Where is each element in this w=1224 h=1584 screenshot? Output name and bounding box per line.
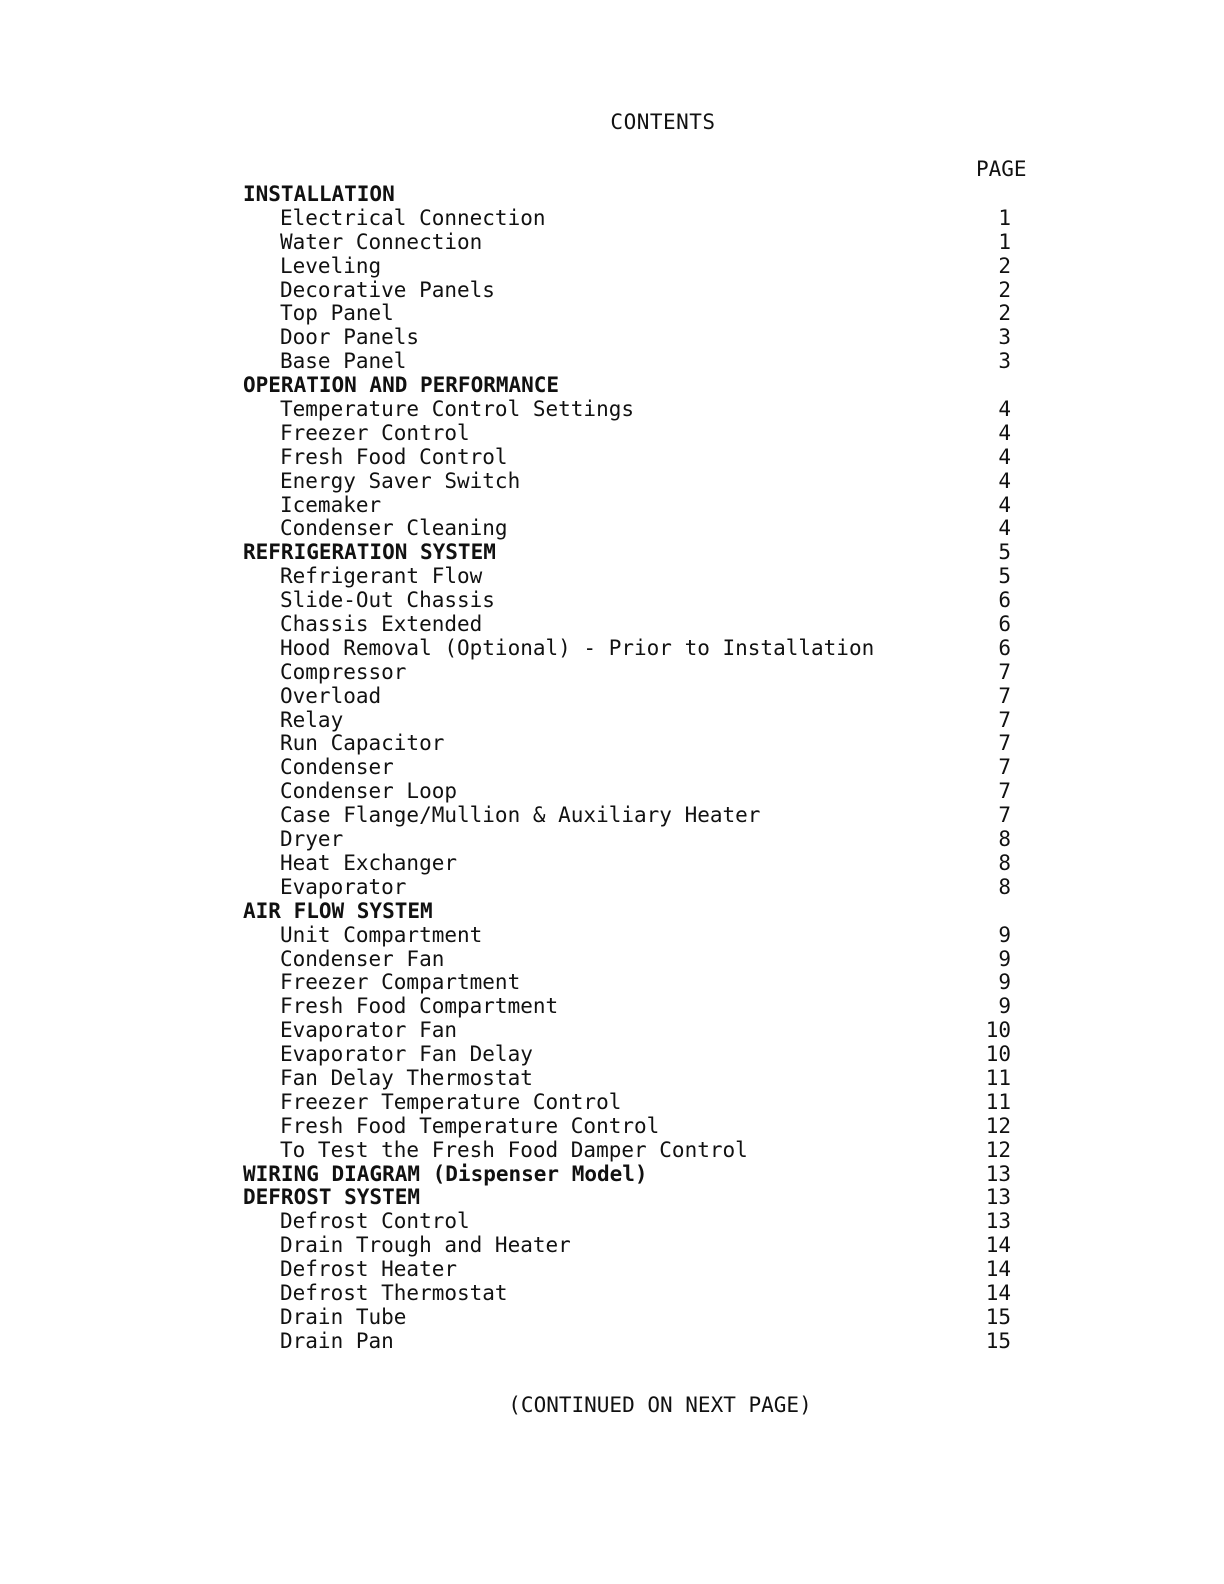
toc-entry-title: Drain Pan [280,1328,394,1353]
toc-entry-title: Condenser Cleaning [280,516,508,541]
toc-entry-row [243,756,1023,780]
toc-entry-title: Fresh Food Control [280,444,508,469]
toc-page-number: 2 [998,277,1011,302]
toc-page-number: 7 [998,683,1011,708]
toc-entry-row [243,279,1023,303]
toc-page-number: 6 [998,612,1011,637]
toc-entry-row [243,709,1023,733]
toc-entry-row [243,1067,1023,1091]
toc-entry-title: Condenser [280,755,394,780]
toc-entry-title: Temperature Control Settings [280,397,635,422]
toc-entry-title: Defrost Thermostat [280,1280,508,1305]
toc-entry-row [243,780,1023,804]
toc-entry-row [243,1115,1023,1139]
toc-entry-row [243,446,1023,470]
toc-page-number: 15 [985,1328,1011,1353]
toc-entry-row [243,637,1023,661]
toc-page-number: 8 [998,827,1011,852]
toc-page-number: 13 [985,1185,1011,1210]
toc-page-number: 8 [998,850,1011,875]
toc-page-number: 7 [998,755,1011,780]
toc-page-number: 4 [998,444,1011,469]
toc-page-number: 4 [998,516,1011,541]
toc-entry-row [243,1234,1023,1258]
toc-section-row [243,541,1023,565]
toc-page-number: 14 [985,1257,1011,1282]
toc-page-number: 7 [998,779,1011,804]
toc-entry-title: Base Panel [280,349,407,374]
toc-entry-title: Condenser Loop [280,779,458,804]
toc-entry-title: Energy Saver Switch [280,468,521,493]
toc-page-number: 9 [998,922,1011,947]
toc-page-number: 7 [998,803,1011,828]
toc-entry-title: Relay [280,707,344,732]
toc-entry-row [243,302,1023,326]
toc-entry-title: Dryer [280,827,344,852]
toc-section-title: REFRIGERATION SYSTEM [243,540,496,565]
page-title: CONTENTS [610,110,716,134]
toc-entry-row [243,995,1023,1019]
toc-page-number: 14 [985,1233,1011,1258]
toc-page-number: 4 [998,420,1011,445]
toc-entry-title: Overload [280,683,382,708]
toc-page-number: 7 [998,659,1011,684]
toc-entry-title: Drain Trough and Heater [280,1233,571,1258]
toc-page-number: 5 [998,540,1011,565]
toc-section-row [243,1163,1023,1187]
toc-entry-title: To Test the Fresh Food Damper Control [280,1137,748,1162]
toc-page-number: 10 [985,1042,1011,1067]
toc-entry-title: Evaporator Fan [280,1018,458,1043]
toc-entry-row [243,255,1023,279]
toc-page-number: 2 [998,301,1011,326]
toc-page-number: 11 [985,1065,1011,1090]
toc-entry-row [243,1091,1023,1115]
toc-section-title: OPERATION AND PERFORMANCE [243,373,560,398]
toc-page-number: 15 [985,1304,1011,1329]
toc-entry-title: Leveling [280,253,382,278]
toc-entry-title: Electrical Connection [280,205,546,230]
toc-entry-row [243,971,1023,995]
toc-entry-row [243,1282,1023,1306]
page-column-header: PAGE [976,157,1027,181]
toc-entry-title: Condenser Fan [280,946,445,971]
toc-entry-title: Icemaker [280,492,382,517]
toc-page-number: 9 [998,946,1011,971]
toc-entry-title: Defrost Heater [280,1257,458,1282]
toc-page-number: 3 [998,349,1011,374]
table-of-contents [243,183,1023,1354]
toc-entry-row [243,924,1023,948]
toc-page-number: 8 [998,874,1011,899]
toc-section-title: WIRING DIAGRAM (Dispenser Model) [243,1161,648,1186]
toc-entry-title: Case Flange/Mullion & Auxiliary Heater [280,803,761,828]
toc-page-number: 14 [985,1280,1011,1305]
toc-page-number: 3 [998,325,1011,350]
toc-entry-row [243,1210,1023,1234]
toc-page-number: 1 [998,205,1011,230]
toc-entry-row [243,685,1023,709]
toc-entry-row [243,613,1023,637]
toc-section-title: INSTALLATION [243,182,395,206]
toc-entry-title: Hood Removal (Optional) - Prior to Installation [280,635,875,660]
toc-page-number: 6 [998,588,1011,613]
toc-entry-title: Fresh Food Compartment [280,994,559,1019]
toc-entry-row [243,470,1023,494]
toc-page-number: 6 [998,635,1011,660]
toc-entry-row [243,565,1023,589]
toc-page-number: 4 [998,397,1011,422]
toc-page-number: 9 [998,970,1011,995]
toc-entry-row [243,422,1023,446]
toc-entry-row [243,948,1023,972]
toc-entry-title: Chassis Extended [280,612,483,637]
toc-page-number: 2 [998,253,1011,278]
toc-section-row [243,1186,1023,1210]
toc-page-number: 9 [998,994,1011,1019]
toc-entry-row [243,589,1023,613]
toc-page-number: 4 [998,468,1011,493]
toc-entry-title: Drain Tube [280,1304,407,1329]
toc-entry-row [243,1043,1023,1067]
toc-entry-row [243,326,1023,350]
toc-entry-title: Freezer Compartment [280,970,521,995]
toc-entry-row [243,231,1023,255]
toc-entry-row [243,1139,1023,1163]
toc-entry-title: Defrost Control [280,1209,470,1234]
toc-entry-title: Unit Compartment [280,922,483,947]
toc-entry-row [243,350,1023,374]
toc-entry-title: Water Connection [280,229,483,254]
continued-note: (CONTINUED ON NEXT PAGE) [508,1393,812,1417]
toc-page-number: 5 [998,564,1011,589]
toc-entry-title: Freezer Control [280,420,470,445]
toc-entry-title: Run Capacitor [280,731,445,756]
toc-entry-row [243,852,1023,876]
toc-section-row [243,183,1023,207]
toc-section-row [243,900,1023,924]
toc-page-number: 4 [998,492,1011,517]
toc-page-number: 7 [998,707,1011,732]
toc-entry-row [243,1258,1023,1282]
toc-entry-title: Door Panels [280,325,420,350]
toc-entry-row [243,1306,1023,1330]
toc-entry-row [243,1019,1023,1043]
toc-page-number: 12 [985,1137,1011,1162]
toc-page-number: 11 [985,1089,1011,1114]
toc-section-title: DEFROST SYSTEM [243,1185,421,1210]
toc-entry-row [243,804,1023,828]
toc-page-number: 7 [998,731,1011,756]
toc-page-number: 13 [985,1161,1011,1186]
toc-page-number: 10 [985,1018,1011,1043]
toc-entry-title: Top Panel [280,301,394,326]
toc-entry-row [243,494,1023,518]
toc-entry-title: Heat Exchanger [280,850,458,875]
toc-entry-title: Slide-Out Chassis [280,588,495,613]
toc-entry-title: Freezer Temperature Control [280,1089,622,1114]
toc-entry-row [243,828,1023,852]
toc-page-number: 13 [985,1209,1011,1234]
toc-entry-row [243,661,1023,685]
toc-entry-title: Decorative Panels [280,277,495,302]
toc-entry-row [243,207,1023,231]
toc-entry-title: Refrigerant Flow [280,564,483,589]
toc-section-row [243,374,1023,398]
toc-section-title: AIR FLOW SYSTEM [243,898,433,923]
toc-entry-title: Evaporator [280,874,407,899]
toc-entry-row [243,876,1023,900]
toc-entry-row [243,732,1023,756]
toc-entry-title: Evaporator Fan Delay [280,1042,533,1067]
toc-entry-row [243,1330,1023,1354]
toc-entry-title: Fresh Food Temperature Control [280,1113,660,1138]
toc-entry-title: Fan Delay Thermostat [280,1065,533,1090]
toc-entry-title: Compressor [280,659,407,684]
toc-page-number: 1 [998,229,1011,254]
toc-entry-row [243,398,1023,422]
toc-page-number: 12 [985,1113,1011,1138]
toc-entry-row [243,517,1023,541]
